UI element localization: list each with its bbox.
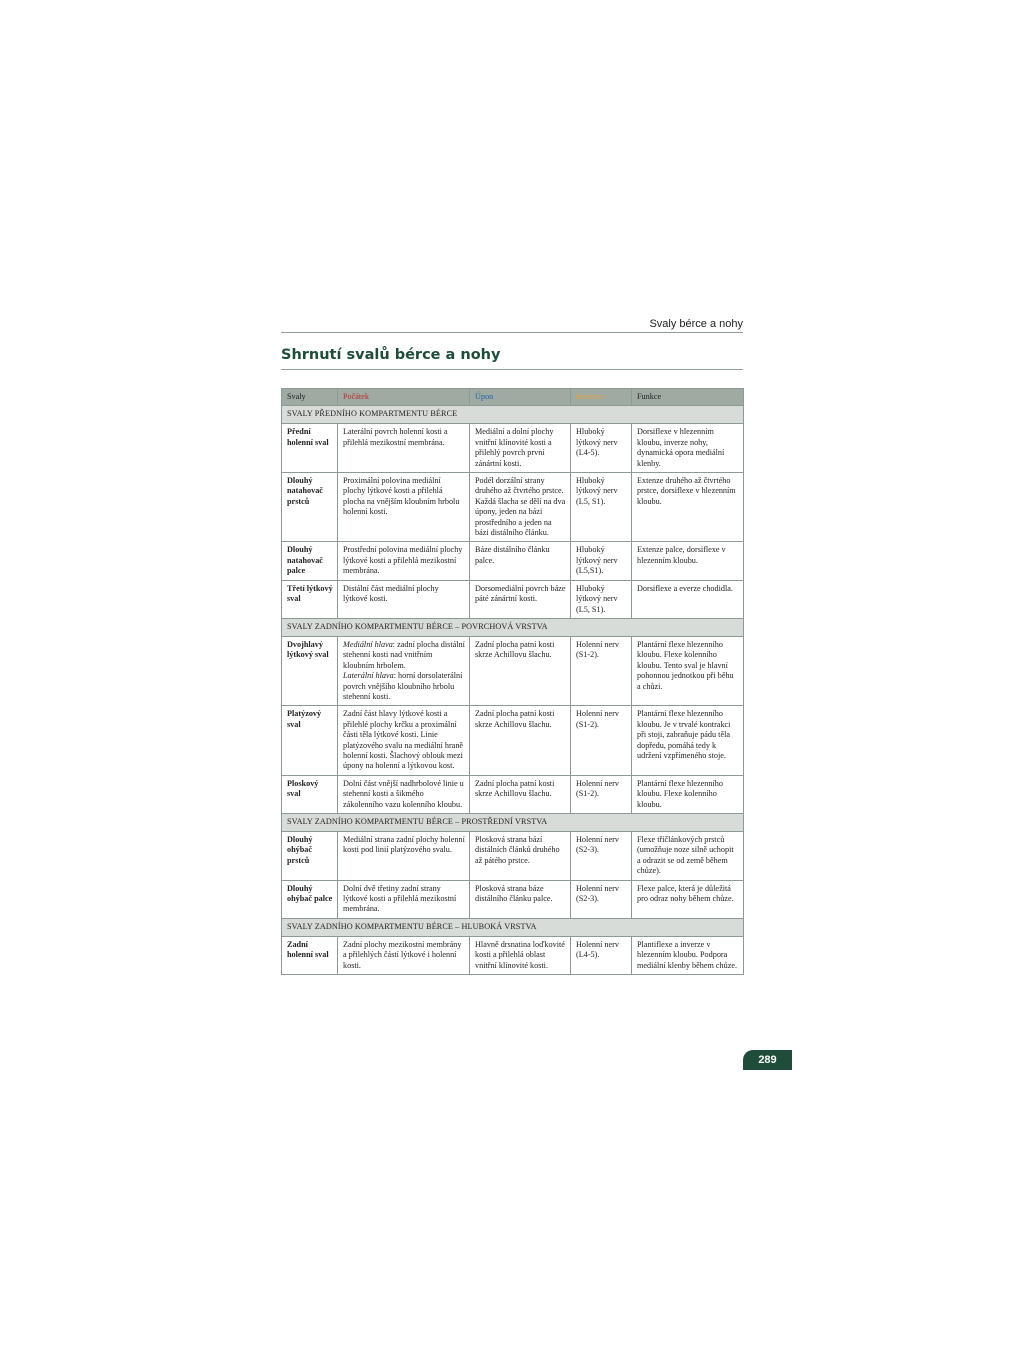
table-row	[282, 775, 744, 813]
muscle-name: Třetí lýtkový sval	[282, 580, 338, 618]
origin-cell: Mediální strana zadní plochy holenní kosti pod linií platýzového svalu.	[338, 832, 470, 881]
header-function: Funkce	[632, 389, 744, 406]
table-header-row	[282, 389, 744, 406]
origin-cell: Distální část mediální plochy lýtkové kosti.	[338, 580, 470, 618]
nerve-cell: Hluboký lýtkový nerv (L5, S1).	[571, 473, 632, 542]
table-row	[282, 832, 744, 881]
insertion-cell: Podél dorzální strany druhého až čtvrtého prstce. Každá šlacha se dělí na dva úpony, jeden na bázi prostředního a jeden na bázi distálního článku.	[470, 473, 571, 542]
nerve-cell: Holenní nerv (L4-5).	[571, 936, 632, 974]
section-row	[282, 618, 744, 636]
origin-cell: Prostřední polovina mediální plochy lýtkové kosti a přilehlá mezikostní membrána.	[338, 542, 470, 580]
section-title: SVALY ZADNÍHO KOMPARTMENTU BÉRCE – HLUBOKÁ VRSTVA	[282, 918, 744, 936]
section-row	[282, 918, 744, 936]
table-row	[282, 473, 744, 542]
origin-head-text: : horní dorsolaterální povrch vnějšího kloubního hrbolu stehenní kosti.	[343, 671, 463, 701]
muscle-name: Dlouhý ohýbač palce	[282, 880, 338, 918]
nerve-cell: Hluboký lýtkový nerv (L4-5).	[571, 424, 632, 473]
insertion-cell: Plosková strana báze distálního článku palce.	[470, 880, 571, 918]
insertion-cell: Mediální a dolní plochy vnitřní klínovité kosti a přilehlý povrch první zánártní kosti.	[470, 424, 571, 473]
function-cell: Plantiflexe a inverze v hlezenním kloubu. Podpora mediální klenby během chůze.	[632, 936, 744, 974]
table-row	[282, 424, 744, 473]
origin-cell: Proximální polovina mediální plochy lýtkové kosti a přilehlá plocha na vnějším kloubním hrbolu holenní kosti.	[338, 473, 470, 542]
function-cell: Extenze palce, dorsiflexe v hlezenním kloubu.	[632, 542, 744, 580]
muscle-name: Dlouhý natahovač palce	[282, 542, 338, 580]
insertion-cell: Hlavně drsnatina loďkovité kosti a přilehlá oblast vnitřní klínovité kosti.	[470, 936, 571, 974]
table-row	[282, 580, 744, 618]
origin-head-label: Laterální hlava	[343, 671, 394, 681]
muscle-summary-table	[281, 388, 744, 975]
table-row	[282, 880, 744, 918]
muscle-name: Dlouhý ohýbač prstců	[282, 832, 338, 881]
section-title: SVALY PŘEDNÍHO KOMPARTMENTU BÉRCE	[282, 406, 744, 424]
muscle-name: Zadní holenní sval	[282, 936, 338, 974]
page-title: Shrnutí svalů bérce a nohy	[281, 347, 501, 363]
table-row	[282, 936, 744, 974]
header-muscles: Svaly	[282, 389, 338, 406]
function-cell: Plantární flexe hlezenního kloubu. Flexe kolenního kloubu. Tento sval je hlavní pohonnou jednotkou při běhu a chůzi.	[632, 636, 744, 705]
section-row	[282, 814, 744, 832]
origin-cell: Zadní část hlavy lýtkové kosti a přilehlé plochy krčku a proximální části těla lýtkové kosti. Linie platýzového svalu na mediální hraně holenní kosti. Šlachový oblouk mezi úpony na holenní a lýtkovou kost.	[338, 706, 470, 775]
insertion-cell: Zadní plocha patní kosti skrze Achillovu šlachu.	[470, 706, 571, 775]
table-row	[282, 706, 744, 775]
nerve-cell: Holenní nerv (S1-2).	[571, 775, 632, 813]
nerve-cell: Holenní nerv (S1-2).	[571, 636, 632, 705]
origin-head-text: : zadní plocha distální stehenní kosti nad vnitřním kloubním hrbolem.	[343, 639, 465, 670]
origin-cell: Dolní dvě třetiny zadní strany lýtkové kosti a přilehlá mezikostní membrána.	[338, 880, 470, 918]
insertion-cell: Báze distálního článku palce.	[470, 542, 571, 580]
header-rule	[281, 332, 743, 333]
muscle-name: Dvojhlavý lýtkový sval	[282, 636, 338, 705]
nerve-cell: Holenní nerv (S2-3).	[571, 832, 632, 881]
title-rule	[281, 369, 743, 370]
muscle-name: Platýzový sval	[282, 706, 338, 775]
function-cell: Flexe tříčlánkových prstců (umožňuje noze silně uchopit a odrazit se od země během chůze).	[632, 832, 744, 881]
header-insertion: Úpon	[470, 389, 571, 406]
running-head: Svaly bérce a nohy	[649, 318, 743, 330]
origin-head-label: Mediální hlava	[343, 639, 393, 649]
table-row	[282, 636, 744, 705]
nerve-cell: Hluboký lýtkový nerv (L5,S1).	[571, 542, 632, 580]
muscle-name: Přední holenní sval	[282, 424, 338, 473]
origin-cell: Laterální povrch holenní kosti a přilehlá mezikostní membrána.	[338, 424, 470, 473]
header-origin: Počátek	[338, 389, 470, 406]
function-cell: Extenze druhého až čtvrtého prstce, dorsiflexe v hlezenním kloubu.	[632, 473, 744, 542]
nerve-cell: Holenní nerv (S1-2).	[571, 706, 632, 775]
insertion-cell: Zadní plocha patní kosti skrze Achillovu šlachu.	[470, 636, 571, 705]
insertion-cell: Plosková strana bází distálních článků druhého až pátého prstce.	[470, 832, 571, 881]
table-row	[282, 542, 744, 580]
function-cell: Plantární flexe hlezenního kloubu. Flexe kolenního kloubu.	[632, 775, 744, 813]
function-cell: Dorsiflexe v hlezenním kloubu, inverze nohy, dynamická opora mediální klenby.	[632, 424, 744, 473]
page-number-tab: 289	[743, 1050, 792, 1070]
muscle-name: Ploskový sval	[282, 775, 338, 813]
nerve-cell: Hluboký lýtkový nerv (L5, S1).	[571, 580, 632, 618]
origin-cell: Zadní plochy mezikostní membrány a přilehlých částí lýtkové i holenní kosti.	[338, 936, 470, 974]
section-title: SVALY ZADNÍHO KOMPARTMENTU BÉRCE – PROSTŘEDNÍ VRSTVA	[282, 814, 744, 832]
origin-cell	[338, 636, 470, 705]
nerve-cell: Holenní nerv (S2-3).	[571, 880, 632, 918]
section-row	[282, 406, 744, 424]
origin-cell: Dolní část vnější nadhrbolové linie u stehenní kosti a šikmého zákolenního vazu kolenního kloubu.	[338, 775, 470, 813]
insertion-cell: Dorsomediální povrch báze páté zánártní kosti.	[470, 580, 571, 618]
header-nerve: Inervace	[571, 389, 632, 406]
function-cell: Dorsiflexe a everze chodidla.	[632, 580, 744, 618]
section-title: SVALY ZADNÍHO KOMPARTMENTU BÉRCE – POVRCHOVÁ VRSTVA	[282, 618, 744, 636]
muscle-name: Dlouhý natahovač prstců	[282, 473, 338, 542]
function-cell: Flexe palce, která je důležitá pro odraz nohy během chůze.	[632, 880, 744, 918]
function-cell: Plantární flexe hlezenního kloubu. Je v trvalé kontrakci při stoji, zabraňuje pádu těla dopředu, pomáhá tedy k udržení vzpřímeného stoje.	[632, 706, 744, 775]
insertion-cell: Zadní plocha patní kosti skrze Achillovu šlachu.	[470, 775, 571, 813]
